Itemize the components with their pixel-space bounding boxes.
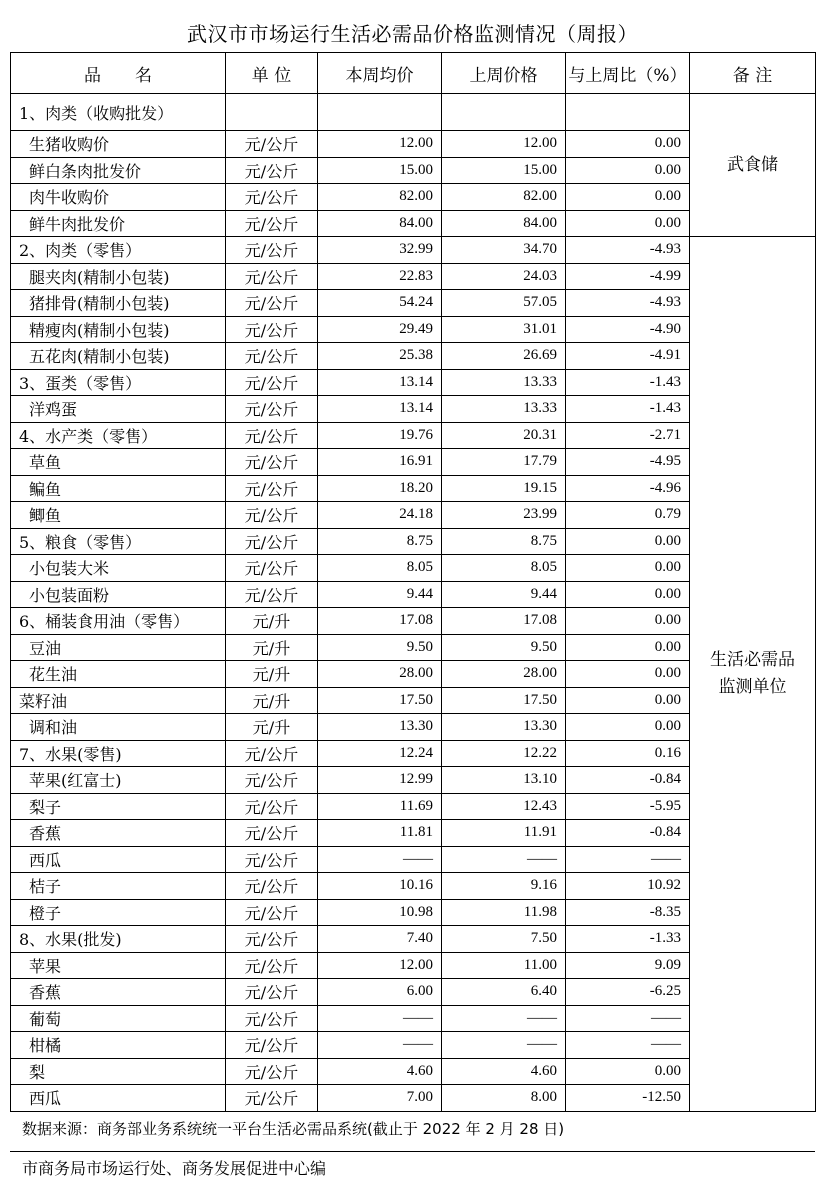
item-last-week: 82.00 <box>442 184 566 211</box>
item-unit: 元/公斤 <box>226 528 318 555</box>
item-unit: 元/公斤 <box>226 846 318 873</box>
item-last-week: 8.75 <box>442 528 566 555</box>
item-this-week: —— <box>318 1005 442 1032</box>
item-unit: 元/公斤 <box>226 1032 318 1059</box>
item-change: -8.35 <box>566 899 690 926</box>
item-last-week: 11.00 <box>442 952 566 979</box>
item-this-week: 12.00 <box>318 131 442 158</box>
item-change: -1.43 <box>566 396 690 423</box>
item-change: 0.00 <box>566 687 690 714</box>
item-last-week: 15.00 <box>442 157 566 184</box>
item-this-week: 28.00 <box>318 661 442 688</box>
item-change: -4.93 <box>566 237 690 264</box>
item-name: 3、蛋类（零售） <box>11 369 226 396</box>
table-row <box>11 94 816 131</box>
item-this-week: 29.49 <box>318 316 442 343</box>
item-name: 5、粮食（零售） <box>11 528 226 555</box>
item-change: 0.00 <box>566 131 690 158</box>
item-this-week: 12.24 <box>318 740 442 767</box>
item-change <box>566 94 690 131</box>
item-name: 香蕉 <box>11 979 226 1006</box>
item-last-week: 12.43 <box>442 793 566 820</box>
item-name: 鳊鱼 <box>11 475 226 502</box>
item-last-week: 17.08 <box>442 608 566 635</box>
item-this-week: 18.20 <box>318 475 442 502</box>
item-this-week: 6.00 <box>318 979 442 1006</box>
item-name: 梨子 <box>11 793 226 820</box>
item-this-week: 11.69 <box>318 793 442 820</box>
item-unit: 元/公斤 <box>226 396 318 423</box>
table-header-row <box>11 53 816 94</box>
item-this-week: 8.05 <box>318 555 442 582</box>
item-last-week: 26.69 <box>442 343 566 370</box>
item-change: -2.71 <box>566 422 690 449</box>
item-change: 0.16 <box>566 740 690 767</box>
item-this-week: 15.00 <box>318 157 442 184</box>
item-name: 调和油 <box>11 714 226 741</box>
item-change: 0.00 <box>566 528 690 555</box>
item-name: 7、水果(零售) <box>11 740 226 767</box>
item-name: 1、肉类（收购批发） <box>11 94 226 131</box>
item-this-week: 82.00 <box>318 184 442 211</box>
item-unit: 元/公斤 <box>226 740 318 767</box>
item-last-week: 8.05 <box>442 555 566 582</box>
item-last-week: 17.79 <box>442 449 566 476</box>
item-unit: 元/公斤 <box>226 793 318 820</box>
item-unit: 元/公斤 <box>226 979 318 1006</box>
item-last-week: 9.50 <box>442 634 566 661</box>
item-last-week: 13.30 <box>442 714 566 741</box>
item-unit: 元/公斤 <box>226 422 318 449</box>
data-source: 数据来源：商务部业务系统统一平台生活必需品系统(截止于 2022 年 2 月 28 日) <box>22 1120 565 1138</box>
item-this-week: 10.16 <box>318 873 442 900</box>
item-change: 0.00 <box>566 634 690 661</box>
item-this-week: 11.81 <box>318 820 442 847</box>
item-change: -1.33 <box>566 926 690 953</box>
item-this-week: 84.00 <box>318 210 442 237</box>
item-this-week: 9.50 <box>318 634 442 661</box>
item-last-week: 23.99 <box>442 502 566 529</box>
item-change: -0.84 <box>566 767 690 794</box>
item-name: 橙子 <box>11 899 226 926</box>
item-change: —— <box>566 846 690 873</box>
item-name: 苹果 <box>11 952 226 979</box>
item-this-week: —— <box>318 1032 442 1059</box>
item-last-week: —— <box>442 1005 566 1032</box>
item-unit: 元/升 <box>226 634 318 661</box>
item-name: 西瓜 <box>11 1085 226 1112</box>
item-unit: 元/升 <box>226 687 318 714</box>
item-unit: 元/公斤 <box>226 767 318 794</box>
item-last-week: 4.60 <box>442 1058 566 1085</box>
item-last-week: 28.00 <box>442 661 566 688</box>
item-name: 精瘦肉(精制小包装) <box>11 316 226 343</box>
item-last-week: 6.40 <box>442 979 566 1006</box>
item-last-week: 13.10 <box>442 767 566 794</box>
note-wushichu: 武食储 <box>690 94 816 237</box>
item-change: -4.91 <box>566 343 690 370</box>
item-name: 花生油 <box>11 661 226 688</box>
item-last-week: 84.00 <box>442 210 566 237</box>
item-this-week: 17.08 <box>318 608 442 635</box>
item-unit: 元/升 <box>226 714 318 741</box>
item-this-week <box>318 94 442 131</box>
item-change: -0.84 <box>566 820 690 847</box>
item-last-week: 17.50 <box>442 687 566 714</box>
item-this-week: 7.00 <box>318 1085 442 1112</box>
table-body <box>11 94 816 1112</box>
item-name: 8、水果(批发) <box>11 926 226 953</box>
header-last-week: 上周价格 <box>442 53 566 94</box>
item-last-week: 7.50 <box>442 926 566 953</box>
item-this-week: 4.60 <box>318 1058 442 1085</box>
item-this-week: 13.14 <box>318 369 442 396</box>
item-change: 0.00 <box>566 661 690 688</box>
item-name: 桔子 <box>11 873 226 900</box>
item-change: -6.25 <box>566 979 690 1006</box>
item-last-week <box>442 94 566 131</box>
item-this-week: 12.00 <box>318 952 442 979</box>
item-last-week: 24.03 <box>442 263 566 290</box>
item-unit: 元/公斤 <box>226 1058 318 1085</box>
item-name: 2、肉类（零售） <box>11 237 226 264</box>
item-unit: 元/公斤 <box>226 157 318 184</box>
header-note: 备 注 <box>690 53 816 94</box>
item-unit: 元/公斤 <box>226 131 318 158</box>
item-this-week: 13.14 <box>318 396 442 423</box>
item-last-week: 11.98 <box>442 899 566 926</box>
item-name: 小包装面粉 <box>11 581 226 608</box>
item-this-week: —— <box>318 846 442 873</box>
price-table <box>10 52 816 1112</box>
item-this-week: 17.50 <box>318 687 442 714</box>
item-last-week: 12.22 <box>442 740 566 767</box>
item-name: 鲜白条肉批发价 <box>11 157 226 184</box>
item-change: 0.00 <box>566 581 690 608</box>
divider <box>10 1151 815 1152</box>
item-name: 苹果(红富士) <box>11 767 226 794</box>
item-change: 9.09 <box>566 952 690 979</box>
item-change: —— <box>566 1032 690 1059</box>
item-name: 6、桶装食用油（零售） <box>11 608 226 635</box>
item-unit: 元/公斤 <box>226 237 318 264</box>
item-change: -12.50 <box>566 1085 690 1112</box>
item-change: 0.00 <box>566 555 690 582</box>
item-unit: 元/公斤 <box>226 210 318 237</box>
item-this-week: 10.98 <box>318 899 442 926</box>
item-this-week: 8.75 <box>318 528 442 555</box>
item-name: 肉牛收购价 <box>11 184 226 211</box>
header-unit: 单 位 <box>226 53 318 94</box>
item-name: 4、水产类（零售） <box>11 422 226 449</box>
item-last-week: 9.16 <box>442 873 566 900</box>
item-unit: 元/公斤 <box>226 343 318 370</box>
item-last-week: 13.33 <box>442 369 566 396</box>
item-unit: 元/公斤 <box>226 873 318 900</box>
item-last-week: 34.70 <box>442 237 566 264</box>
item-name: 生猪收购价 <box>11 131 226 158</box>
item-change: 0.00 <box>566 1058 690 1085</box>
item-unit: 元/升 <box>226 608 318 635</box>
item-change: 0.00 <box>566 714 690 741</box>
item-name: 香蕉 <box>11 820 226 847</box>
item-unit: 元/公斤 <box>226 263 318 290</box>
item-change: 10.92 <box>566 873 690 900</box>
item-name: 鲜牛肉批发价 <box>11 210 226 237</box>
header-name: 品 名 <box>11 53 226 94</box>
item-change: -4.99 <box>566 263 690 290</box>
item-this-week: 32.99 <box>318 237 442 264</box>
item-this-week: 12.99 <box>318 767 442 794</box>
item-unit: 元/公斤 <box>226 1005 318 1032</box>
item-this-week: 24.18 <box>318 502 442 529</box>
item-last-week: 9.44 <box>442 581 566 608</box>
item-change: 0.00 <box>566 157 690 184</box>
item-this-week: 25.38 <box>318 343 442 370</box>
item-this-week: 54.24 <box>318 290 442 317</box>
item-change: —— <box>566 1005 690 1032</box>
item-name: 葡萄 <box>11 1005 226 1032</box>
item-last-week: 11.91 <box>442 820 566 847</box>
item-name: 草鱼 <box>11 449 226 476</box>
item-name: 豆油 <box>11 634 226 661</box>
item-last-week: —— <box>442 846 566 873</box>
item-unit <box>226 94 318 131</box>
item-this-week: 13.30 <box>318 714 442 741</box>
item-unit: 元/升 <box>226 661 318 688</box>
page-title: 武汉市市场运行生活必需品价格监测情况（周报） <box>187 22 638 46</box>
header-change: 与上周比（%） <box>566 53 690 94</box>
item-this-week: 22.83 <box>318 263 442 290</box>
table-row <box>11 237 816 264</box>
item-name: 小包装大米 <box>11 555 226 582</box>
item-change: 0.00 <box>566 210 690 237</box>
item-this-week: 19.76 <box>318 422 442 449</box>
item-this-week: 16.91 <box>318 449 442 476</box>
item-change: 0.00 <box>566 184 690 211</box>
item-change: -4.93 <box>566 290 690 317</box>
item-name: 鲫鱼 <box>11 502 226 529</box>
item-unit: 元/公斤 <box>226 820 318 847</box>
item-unit: 元/公斤 <box>226 502 318 529</box>
item-change: -1.43 <box>566 369 690 396</box>
item-unit: 元/公斤 <box>226 316 318 343</box>
item-unit: 元/公斤 <box>226 475 318 502</box>
item-unit: 元/公斤 <box>226 555 318 582</box>
item-unit: 元/公斤 <box>226 926 318 953</box>
item-last-week: 12.00 <box>442 131 566 158</box>
item-name: 五花肉(精制小包装) <box>11 343 226 370</box>
item-name: 洋鸡蛋 <box>11 396 226 423</box>
item-unit: 元/公斤 <box>226 581 318 608</box>
editor-line: 市商务局市场运行处、商务发展促进中心编 <box>22 1159 327 1178</box>
item-unit: 元/公斤 <box>226 449 318 476</box>
item-last-week: 31.01 <box>442 316 566 343</box>
item-last-week: 19.15 <box>442 475 566 502</box>
item-change: -4.95 <box>566 449 690 476</box>
item-unit: 元/公斤 <box>226 290 318 317</box>
item-unit: 元/公斤 <box>226 184 318 211</box>
item-name: 西瓜 <box>11 846 226 873</box>
item-this-week: 9.44 <box>318 581 442 608</box>
header-this-week: 本周均价 <box>318 53 442 94</box>
item-name: 梨 <box>11 1058 226 1085</box>
item-change: -4.90 <box>566 316 690 343</box>
item-change: -4.96 <box>566 475 690 502</box>
item-unit: 元/公斤 <box>226 1085 318 1112</box>
note-monitor-text: 生活必需品监测单位 <box>710 650 795 697</box>
item-name: 猪排骨(精制小包装) <box>11 290 226 317</box>
item-unit: 元/公斤 <box>226 369 318 396</box>
item-last-week: 13.33 <box>442 396 566 423</box>
item-this-week: 7.40 <box>318 926 442 953</box>
item-last-week: 57.05 <box>442 290 566 317</box>
item-name: 腿夹肉(精制小包装) <box>11 263 226 290</box>
item-last-week: 20.31 <box>442 422 566 449</box>
item-last-week: —— <box>442 1032 566 1059</box>
item-name: 柑橘 <box>11 1032 226 1059</box>
item-change: 0.00 <box>566 608 690 635</box>
item-name: 菜籽油 <box>11 687 226 714</box>
item-last-week: 8.00 <box>442 1085 566 1112</box>
item-change: 0.79 <box>566 502 690 529</box>
item-unit: 元/公斤 <box>226 899 318 926</box>
item-unit: 元/公斤 <box>226 952 318 979</box>
note-monitor-unit <box>690 237 816 1112</box>
item-change: -5.95 <box>566 793 690 820</box>
